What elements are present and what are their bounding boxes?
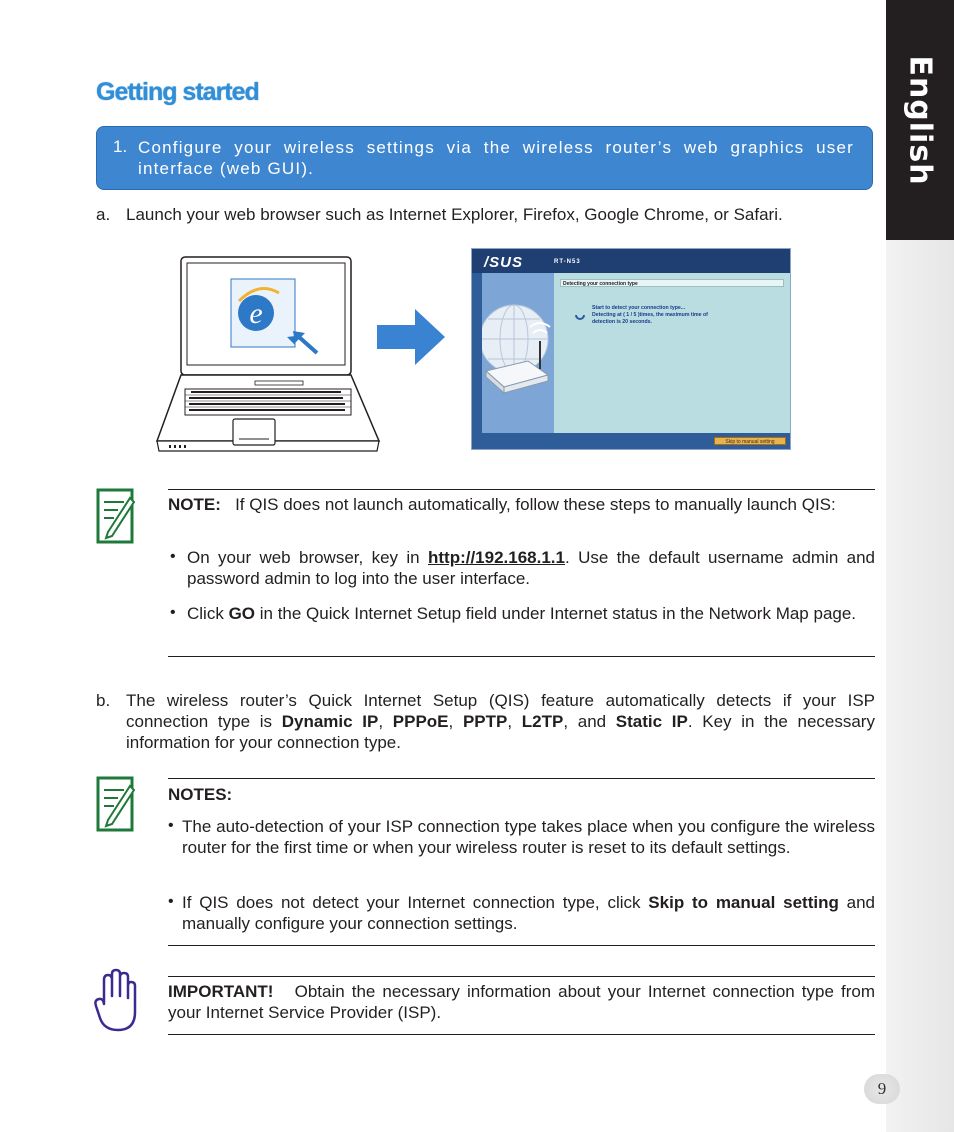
important-bottom-rule: [168, 1034, 875, 1035]
type-pptp: PPTP: [462, 712, 508, 731]
bullet-dot: •: [170, 548, 176, 565]
note1-bullet2-post: in the Quick Internet Setup field under Internet status in the Network Map page.: [255, 604, 857, 623]
note1-label: NOTE:: [168, 495, 221, 514]
step-1-box: [96, 126, 873, 190]
step-b-pre: The wireless router’s Quick Internet Setup (QIS) feature automatically detects if your ISP connection type is: [126, 691, 875, 731]
laptop-illustration: [155, 255, 381, 453]
loading-spinner-icon: [574, 309, 586, 321]
note2-label: NOTES:: [168, 785, 233, 804]
section-heading: Getting started: [96, 78, 259, 106]
important-body: Obtain the necessary information about your Internet connection type from your Internet Service Provider (ISP).: [168, 982, 875, 1022]
qis-screenshot: [471, 248, 791, 450]
note2-bottom-rule: [168, 945, 875, 946]
note1-bullet1-pre: On your web browser, key in: [187, 548, 428, 567]
note1-bullet2-bold: GO: [228, 604, 256, 623]
note1-intro: [168, 494, 875, 515]
qis-content-panel: [554, 273, 790, 433]
note1-bullet2: [187, 603, 875, 624]
note1-top-rule: [168, 489, 875, 490]
note1-bottom-rule: [168, 656, 875, 657]
step-b-marker: b.: [96, 691, 111, 710]
globe-router-graphic: [482, 273, 554, 433]
detecting-bar: Detecting your connection type: [560, 279, 784, 287]
sep: , and: [563, 712, 616, 731]
skip-to-manual-setting-button[interactable]: Skip to manual setting: [714, 437, 786, 445]
sep: ,: [378, 712, 393, 731]
right-arrow-icon: [377, 309, 447, 365]
step-b-text: [126, 690, 875, 753]
detecting-message-line3: detection is 20 seconds.: [592, 319, 652, 325]
note1-bullet2-pre: Click: [187, 604, 229, 623]
asus-logo: /SUS: [484, 254, 524, 271]
note2-bullet2: [182, 892, 875, 934]
type-pppoe: PPPoE: [392, 712, 449, 731]
qis-header: [472, 249, 790, 273]
step-a: [96, 204, 873, 228]
default-ip-link[interactable]: http://192.168.1.1: [427, 548, 565, 567]
important-top-rule: [168, 976, 875, 977]
svg-text:e: e: [249, 297, 263, 330]
note1-bullet1: [187, 547, 875, 589]
detecting-message-line1: Start to detect your connection type...: [592, 305, 686, 311]
detecting-message: [592, 305, 782, 326]
note2-bullet1: The auto-detection of your ISP connection type takes place when you configure the wireless router for the first time or when your wireless router is reset to its default settings.: [182, 817, 875, 857]
note2-bullet2-post: and manually configure your connection settings.: [182, 893, 876, 933]
important-label: IMPORTANT!: [168, 982, 274, 1001]
type-dynamic-ip: Dynamic IP: [281, 712, 379, 731]
type-l2tp: L2TP: [521, 712, 564, 731]
model-name: RT-N53: [554, 259, 581, 265]
note2-bullet2-bold: Skip to manual setting: [648, 893, 839, 912]
note2-bullet2-pre: If QIS does not detect your Internet connection type, click: [182, 893, 649, 912]
note2-top-rule: [168, 778, 875, 779]
type-static-ip: Static IP: [615, 712, 688, 731]
step-1-number: 1.: [113, 137, 128, 156]
page-number: 9: [864, 1074, 900, 1104]
bullet-dot: •: [168, 893, 174, 910]
qis-side-panel: [482, 273, 554, 433]
note-icon: [96, 488, 136, 544]
bullet-dot: •: [170, 604, 176, 621]
step-b-post: . Key in the necessary information for your connection type.: [126, 712, 875, 752]
sep: ,: [507, 712, 522, 731]
hand-stop-icon: [94, 968, 138, 1032]
bullet-dot: •: [168, 817, 174, 834]
detecting-message-line2: Detecting at ( 1 / 5 )times, the maximum time of: [592, 312, 708, 318]
step-a-marker: a.: [96, 205, 111, 224]
sidebar-margin: [886, 240, 954, 1132]
step-a-text: Launch your web browser such as Internet Explorer, Firefox, Google Chrome, or Safari.: [126, 205, 783, 224]
note1-bullet1-post: . Use the default username admin and password admin to log into the user interface.: [187, 548, 875, 588]
step-b: [96, 690, 875, 756]
note-icon: [96, 776, 136, 832]
note2-label-wrap: [168, 784, 875, 805]
step-1-text: Configure your wireless settings via the wireless router’s web graphics user interface (web GUI).: [138, 138, 854, 178]
sep: ,: [448, 712, 463, 731]
sidebar-language-label-wrap: [886, 0, 954, 240]
note1-intro-text: If QIS does not launch automatically, follow these steps to manually launch QIS:: [235, 495, 836, 514]
important-text: [168, 981, 875, 1023]
sidebar-language-label: English: [902, 54, 938, 186]
